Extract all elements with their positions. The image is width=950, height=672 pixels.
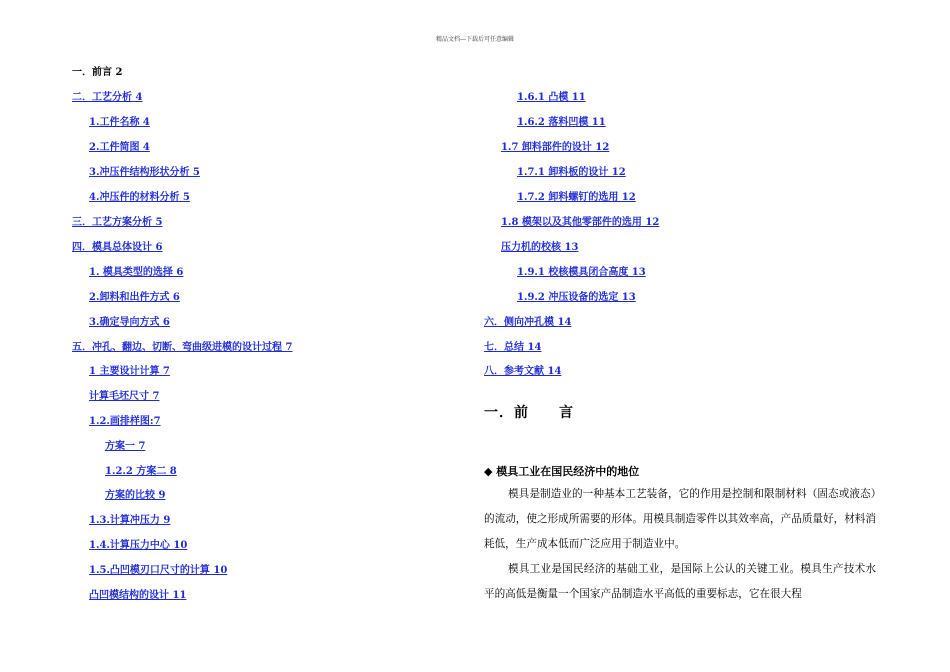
toc-item[interactable]: [89, 266, 183, 280]
toc-link[interactable]: 1.2.画排样图:7: [89, 416, 161, 427]
toc-link[interactable]: 1.6.1 凸模 11: [517, 92, 586, 103]
toc-link[interactable]: 1.9.2 冲压设备的选定 13: [517, 292, 636, 303]
toc-item: 一．前言 2: [72, 67, 123, 78]
toc-item[interactable]: [89, 166, 200, 180]
toc-item[interactable]: [72, 216, 162, 230]
toc-item[interactable]: [89, 365, 170, 379]
toc-link[interactable]: 1.3.计算冲压力 9: [89, 515, 171, 526]
toc-link[interactable]: 七．总结 14: [484, 342, 542, 353]
toc-link[interactable]: 八．参考文献 14: [484, 366, 562, 377]
toc-item[interactable]: [501, 241, 578, 255]
page-header: 精品文档---下载后可任意编辑: [435, 36, 515, 43]
toc-item[interactable]: [89, 564, 227, 578]
toc-item[interactable]: [89, 116, 150, 130]
toc-item[interactable]: [89, 514, 170, 528]
toc-link[interactable]: 1.8 模架以及其他零部件的选用 12: [501, 217, 660, 228]
toc-link[interactable]: 1.2.2 方案二 8: [105, 466, 177, 477]
toc-item[interactable]: [89, 390, 159, 404]
toc-item[interactable]: [517, 166, 626, 180]
toc-item[interactable]: [72, 241, 162, 255]
toc-link[interactable]: 1 主要设计计算 7: [89, 366, 170, 377]
toc-link[interactable]: 3.确定导向方式 6: [89, 317, 170, 328]
toc-link[interactable]: 1.7.1 卸料板的设计 12: [517, 167, 626, 178]
toc-link[interactable]: 凸凹模结构的设计 11: [89, 590, 187, 601]
toc-item[interactable]: [89, 539, 187, 553]
toc-link[interactable]: 1.7 卸料部件的设计 12: [501, 142, 610, 153]
toc-link[interactable]: 1.5.凸凹模刃口尺寸的计算 10: [89, 565, 228, 576]
toc-item[interactable]: [484, 341, 541, 355]
toc-item[interactable]: [105, 440, 145, 454]
toc-link[interactable]: 1.7.2 卸料螺钉的选用 12: [517, 192, 636, 203]
toc-link[interactable]: 1.9.1 校核模具闭合高度 13: [517, 267, 646, 278]
toc-item[interactable]: [517, 266, 646, 280]
toc-item[interactable]: [105, 465, 177, 479]
toc-link[interactable]: 2.卸料和出件方式 6: [89, 292, 180, 303]
toc-item[interactable]: [517, 116, 606, 130]
section-subheading: ◆ 模具工业在国民经济中的地位: [484, 465, 640, 478]
toc-link[interactable]: 六．侧向冲孔模 14: [484, 317, 572, 328]
toc-link[interactable]: 1.6.2 落料凹模 11: [517, 117, 606, 128]
toc-item[interactable]: [484, 316, 571, 330]
toc-item[interactable]: [501, 141, 609, 155]
toc-item[interactable]: [517, 91, 586, 105]
section-title: 一．前 言: [484, 405, 574, 421]
toc-link[interactable]: 五．冲孔、翻边、切断、弯曲级进模的设计过程 7: [72, 342, 293, 353]
toc-link[interactable]: 2.工件简图 4: [89, 142, 150, 153]
toc-item[interactable]: [89, 316, 170, 330]
toc-item[interactable]: [89, 191, 190, 205]
toc-item[interactable]: [501, 216, 659, 230]
toc-item[interactable]: [72, 341, 292, 355]
toc-item[interactable]: [484, 365, 561, 379]
toc-item[interactable]: [517, 191, 636, 205]
toc-item[interactable]: [105, 489, 165, 503]
toc-item[interactable]: [89, 141, 150, 155]
toc-link[interactable]: 4.冲压件的材料分析 5: [89, 192, 190, 203]
toc-link[interactable]: 四．模具总体设计 6: [72, 242, 163, 253]
toc-link[interactable]: 压力机的校核 13: [501, 242, 579, 253]
toc-link[interactable]: 1.工件名称 4: [89, 117, 150, 128]
toc-item[interactable]: [89, 291, 180, 305]
toc-item[interactable]: [89, 415, 161, 429]
toc-link[interactable]: 3.冲压件结构形状分析 5: [89, 167, 200, 178]
toc-link[interactable]: 二．工艺分析 4: [72, 92, 143, 103]
toc-link[interactable]: 1. 模具类型的选择 6: [89, 267, 184, 278]
toc-item[interactable]: [72, 91, 142, 105]
body-paragraph: 模具工业是国民经济的基础工业，是国际上公认的关键工业。模具生产技术水平的高低是衡量一个国家产品制造水平高低的重要标志，它在很大程: [484, 563, 876, 600]
toc-link[interactable]: 三．工艺方案分析 5: [72, 217, 163, 228]
body-paragraph: 模具是制造业的一种基本工艺装备，它的作用是控制和限制材料（固态或液态）的流动，使之形成所需要的形体。用模具制造零件以其效率高，产品质量好，材料消耗低，生产成本低而广泛应用于制造业中。: [484, 488, 876, 550]
toc-link[interactable]: 方案的比较 9: [105, 490, 166, 501]
toc-link[interactable]: 方案一 7: [105, 441, 146, 452]
toc-link[interactable]: 计算毛坯尺寸 7: [89, 391, 160, 402]
toc-link[interactable]: 1.4.计算压力中心 10: [89, 540, 188, 551]
toc-item[interactable]: [89, 589, 186, 603]
toc-item[interactable]: [517, 291, 636, 305]
